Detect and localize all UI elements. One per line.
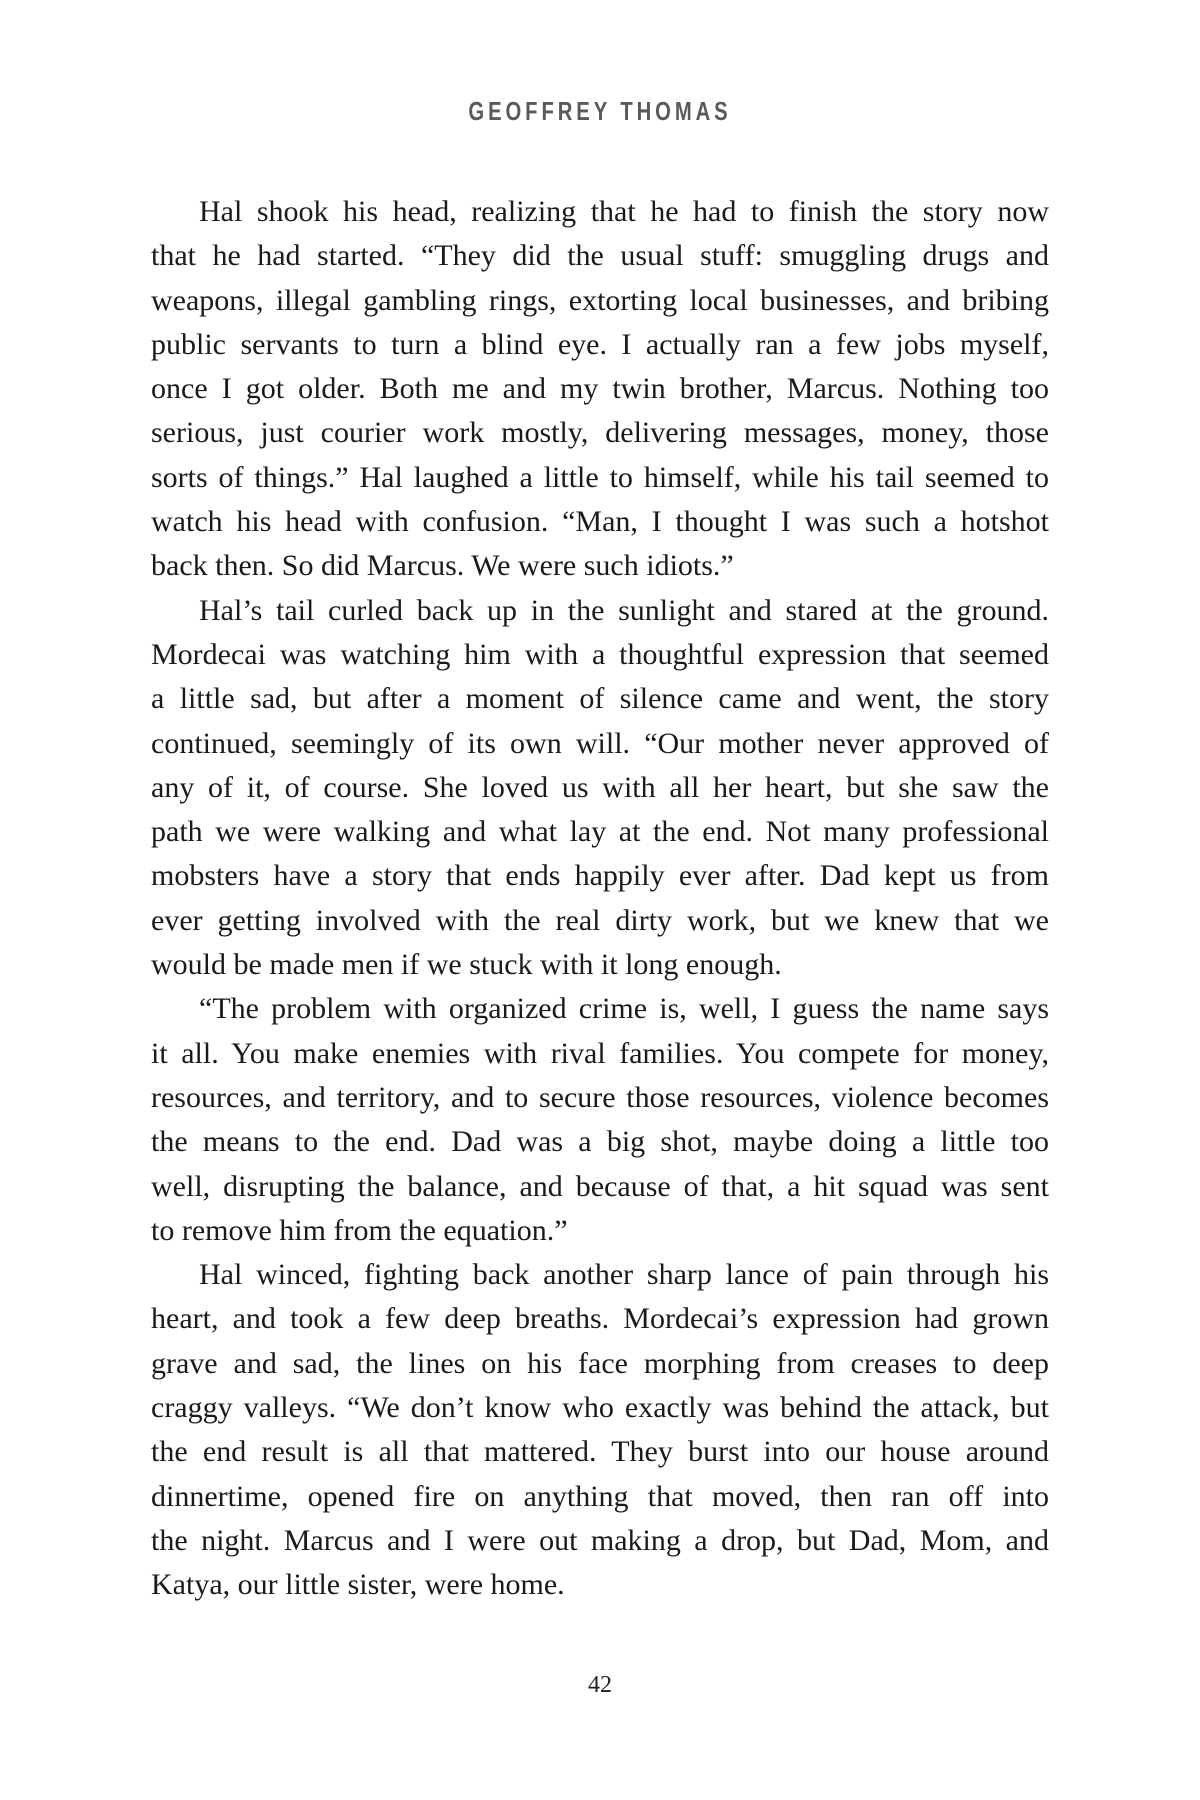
text-line: “The problem with organized crime is, well, I guess the name says — [199, 992, 1049, 1026]
text-line: craggy valleys. “We don’t know who exactly was behind the attack, but — [151, 1391, 1049, 1425]
text-line: once I got older. Both me and my twin brother, Marcus. Nothing too — [151, 372, 1049, 406]
text-line: any of it, of course. She loved us with all her heart, but she saw the — [151, 770, 1049, 804]
text-line: watch his head with confusion. “Man, I thought I was such a hotshot — [151, 505, 1049, 539]
text-line: Hal shook his head, realizing that he had to finish the story now — [199, 195, 1049, 228]
text-line: resources, and territory, and to secure those resources, violence becomes — [151, 1080, 1049, 1114]
text-line: the means to the end. Dad was a big shot, maybe doing a little too — [151, 1125, 1049, 1159]
text-line: heart, and took a few deep breaths. Mordecai’s expression had grown — [151, 1302, 1049, 1336]
text-line: to remove him from the equation.” — [151, 1213, 568, 1247]
text-line: Hal winced, fighting back another sharp lance of pain through his — [199, 1258, 1049, 1292]
text-line: grave and sad, the lines on his face morphing from creases to deep — [151, 1346, 1049, 1380]
text-line: would be made men if we stuck with it long enough. — [151, 948, 782, 982]
page-number: 42 — [588, 1672, 612, 1698]
paragraph — [151, 1253, 1049, 1607]
text-line: weapons, illegal gambling rings, extorting local businesses, and bribing — [151, 283, 1049, 317]
text-line: Hal’s tail curled back up in the sunlight and stared at the ground. — [199, 593, 1049, 627]
text-line: sorts of things.” Hal laughed a little to himself, while his tail seemed to — [151, 460, 1049, 494]
text-line: the end result is all that mattered. They burst into our house around — [151, 1435, 1049, 1469]
running-header-author: GEOFFREY THOMAS — [468, 96, 732, 126]
text-line: the night. Marcus and I were out making a drop, but Dad, Mom, and — [151, 1523, 1049, 1557]
text-line: continued, seemingly of its own will. “Our mother never approved of — [151, 726, 1049, 760]
body-text — [151, 190, 1049, 1608]
text-line: it all. You make enemies with rival families. You compete for money, — [151, 1036, 1049, 1070]
text-line: serious, just courier work mostly, delivering messages, money, those — [151, 416, 1049, 450]
paragraph — [151, 589, 1049, 988]
text-line: back then. So did Marcus. We were such idiots.” — [151, 549, 734, 583]
text-line: Katya, our little sister, were home. — [151, 1568, 565, 1602]
text-line: a little sad, but after a moment of silence came and went, the story — [151, 682, 1049, 716]
text-line: mobsters have a story that ends happily ever after. Dad kept us from — [151, 859, 1049, 893]
text-line: ever getting involved with the real dirty work, but we knew that we — [151, 903, 1049, 937]
text-line: path we were walking and what lay at the end. Not many professional — [151, 815, 1049, 849]
paragraph — [151, 190, 1049, 589]
paragraph — [151, 987, 1049, 1253]
text-line: dinnertime, opened fire on anything that moved, then ran off into — [151, 1479, 1049, 1513]
text-line: Mordecai was watching him with a thoughtful expression that seemed — [151, 637, 1049, 671]
text-line: that he had started. “They did the usual stuff: smuggling drugs and — [151, 239, 1049, 273]
text-line: well, disrupting the balance, and because of that, a hit squad was sent — [151, 1169, 1049, 1203]
text-line: public servants to turn a blind eye. I actually ran a few jobs myself, — [151, 327, 1049, 361]
